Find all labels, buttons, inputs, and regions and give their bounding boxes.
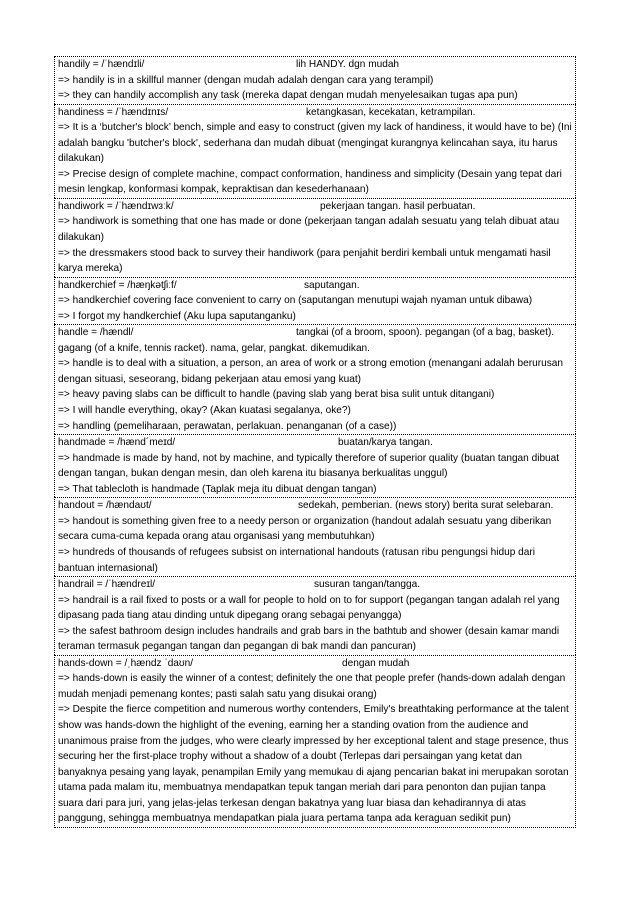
entry-line: => handle is to deal with a situation, a person, an area of work or a strong emotion (menangani adalah berurusan dengan situasi, seseorang, bidang pekerjaan atau emosi yang kuat) xyxy=(58,358,564,385)
entry-line: => handmade is made by hand, not by machine, and typically therefore of superior quality (buatan tangan dibuat dengan tangan, bukan dengan mesin, dan oleh karena itu biasanya berkualitas unggul) xyxy=(58,452,560,480)
entry-line: => handling (pemeliharaan, perawatan, perlakuan. penanganan (of a case)) xyxy=(58,420,397,432)
entry-line: => handkerchief covering face convenient to carry on (saputangan menutupi wajah nyaman untuk dibawa) xyxy=(58,295,533,307)
definition: ketangkasan, kecekatan, ketrampilan. xyxy=(306,106,476,118)
entry-handmade xyxy=(54,434,576,497)
headword: handiness = /ˈhændɪnɪs/ xyxy=(58,106,169,118)
definition: dengan mudah xyxy=(342,657,410,669)
entry-handiwork xyxy=(54,198,576,277)
headword: handrail = /ˈhændreɪl/ xyxy=(58,579,156,591)
definition: susuran tangan/tangga. xyxy=(314,579,421,591)
definition: sedekah, pemberian. (news story) berita surat selebaran. xyxy=(298,500,554,512)
definition: buatan/karya tangan. xyxy=(338,437,433,449)
entry-line: => Precise design of complete machine, compact conformation, handiness and simplicity (Desain yang tepat dari mesin lengkap, konformasi kompak, kepraktisan dan kesederhanaan) xyxy=(58,168,562,196)
entry-handout xyxy=(54,497,576,576)
entry-line: => the safest bathroom design includes handrails and grab bars in the bathtub and shower (desain kamar mandi teraman termasuk pegangan tangan dan pegangan di bak mandi dan pancuran) xyxy=(58,625,560,653)
entry-handily xyxy=(54,56,576,104)
headword: handle = /hændl/ xyxy=(58,327,134,339)
definition: saputangan. xyxy=(304,279,360,291)
entry-handle xyxy=(54,324,576,434)
entry-hands-down xyxy=(54,655,576,828)
headword: handmade = /hænd´meɪd/ xyxy=(58,437,176,449)
headword: hands-down = /ˌhændz ˈdaʊn/ xyxy=(58,657,194,669)
entry-line: => handrail is a rail fixed to posts or a wall for people to hold on to for support (pegangan tangan adalah rel yang dipasang pada tiang atau dinding untuk dipegang orang sebagai penyangga) xyxy=(58,594,560,622)
entry-line: => I forgot my handkerchief (Aku lupa saputanganku) xyxy=(58,310,296,322)
entry-line: => handout is something given free to a needy person or organization (handout adalah sesuatu yang diberikan secara cuma-cuma kepada orang atau organisasi yang membutuhkan) xyxy=(58,515,552,543)
dictionary-page xyxy=(54,56,576,828)
entry-line: => It is a ‘butcher's block’ bench, simple and easy to construct (given my lack of handiness, it would have to be) (Ini adalah bangku 'butcher's block', sederhana dan mudah dibuat (mengingat kurangnya kelincahan saya, itu harus dilakukan) xyxy=(58,122,572,165)
entry-handrail xyxy=(54,576,576,655)
entry-line: => the dressmakers stood back to survey their handiwork (para penjahit berdiri kembali untuk mengamati hasil karya mereka) xyxy=(58,247,551,275)
entry-line: => Despite the fierce competition and numerous worthy contenders, Emily's breathtaking performance at the talent show was hands-down the highlight of the evening, earning her a standing ovation from the audience and unanimous praise from the judges, who were clearly impressed by her exceptional talent and stage presence, thus securing her the first-place trophy without a shadow of a doubt (Terlepas dari persaingan yang ketat dan banyaknya pesaing yang layak, penampilan Emily yang memukau di ajang pencarian bakat ini merupakan sorotan utama pada malam itu, membuatnya mendapatkan tepuk tangan meriah dari para penonton dan pujian tanpa suara dari para juri, yang jelas-jelas terkesan dengan bakatnya yang luar biasa dan kehadirannya di atas panggung, sehingga membuatnya mendapatkan piala juara pertama tanpa ada keraguan sedikit pun) xyxy=(58,704,569,825)
entry-line: => handily is in a skillful manner (dengan mudah adalah dengan cara yang terampil) xyxy=(58,74,434,86)
definition: tangkai (of a broom, spoon). pegangan (of a bag, basket). xyxy=(296,327,555,339)
entry-line: gagang (of a knife, tennis racket). nama, gelar, pangkat. dikemudikan. xyxy=(58,342,370,354)
headword: handiwork = /ˈhændɪwɜːk/ xyxy=(58,200,174,212)
entry-handkerchief xyxy=(54,277,576,325)
headword: handout = /hændaʊt/ xyxy=(58,500,152,512)
entry-line: => handiwork is something that one has made or done (pekerjaan tangan adalah sesuatu yang telah dibuat atau dilakukan) xyxy=(58,216,560,244)
entry-line: => I will handle everything, okay? (Akan kuatasi segalanya, oke?) xyxy=(58,405,351,417)
entry-line: => heavy paving slabs can be difficult to handle (paving slab yang berat bisa sulit untuk ditangani) xyxy=(58,389,495,401)
entry-line: => they can handily accomplish any task (mereka dapat dengan mudah menyelesaikan tugas apa pun) xyxy=(58,90,518,102)
entry-line: => That tablecloth is handmade (Taplak meja itu dibuat dengan tangan) xyxy=(58,483,377,495)
definition: pekerjaan tangan. hasil perbuatan. xyxy=(320,200,476,212)
headword: handkerchief = /hæŋkətʃiːf/ xyxy=(58,279,177,291)
entry-handiness xyxy=(54,104,576,198)
definition: lih HANDY. dgn mudah xyxy=(296,59,400,70)
entry-line: => hands-down is easily the winner of a contest; definitely the one that people prefer (hands-down adalah dengan mudah menjadi pemenang kontes; pasti salah satu yang disukai orang) xyxy=(58,673,566,700)
entry-line: => hundreds of thousands of refugees subsist on international handouts (ratusan ribu pengungsi hidup dari bantuan internasional) xyxy=(58,546,535,574)
headword: handily = /ˈhændɪli/ xyxy=(58,59,145,70)
